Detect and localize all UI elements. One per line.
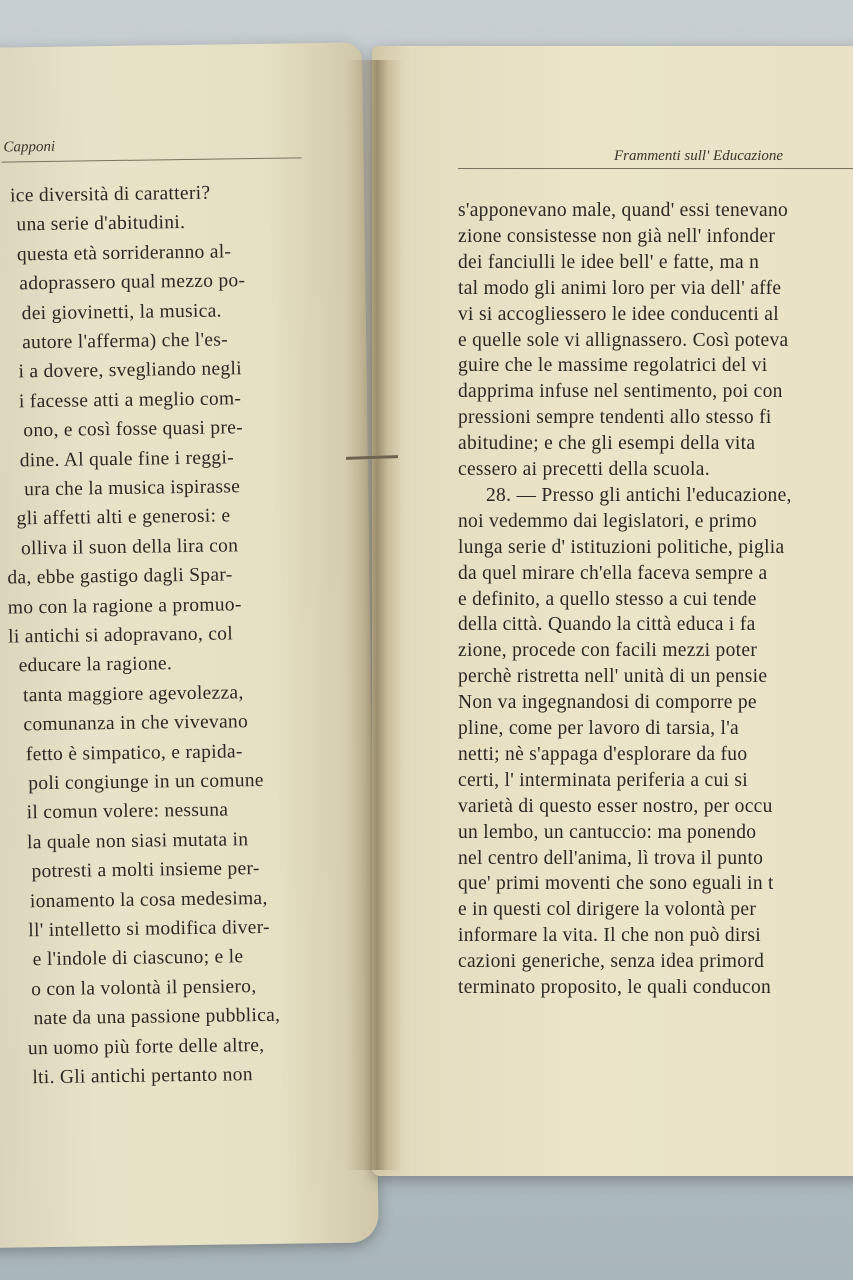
right-running-head: Frammenti sull' Educazione (614, 148, 784, 164)
left-page-text-line: li antichi si adopravano, col (8, 623, 234, 648)
left-page-text-line: un uomo più forte delle altre, (27, 1034, 265, 1059)
right-page-text-line: noi vedemmo dai legislatori, e primo (458, 510, 757, 532)
right-page-text-line: que' primi moventi che sono eguali in t (458, 873, 774, 895)
left-page-text-line: ura che la musica ispirasse (24, 476, 241, 501)
right-page-text-line: cessero ai precetti della scuola. (458, 459, 710, 480)
left-page-text-line: comunanza in che vivevano (23, 711, 249, 736)
right-page-text-line: netti; nè s'appaga d'esplorare da fuo (458, 743, 748, 765)
left-page-text-line: dei giovinetti, la musica. (21, 300, 222, 324)
right-page-text-line: varietà di questo esser nostro, per occu (458, 795, 773, 817)
right-page-text-line: Non va ingegnandosi di comporre pe (458, 692, 757, 714)
right-page-text-line: lunga serie d' istituzioni politiche, piglia (458, 536, 785, 558)
right-page-text-line: guire che le massime regolatrici del vi (458, 355, 768, 377)
left-page-text-line: mo con la ragione a promuo- (7, 593, 242, 619)
left-page-text-line: fetto è simpatico, e rapida- (25, 740, 243, 765)
right-page-text-line: e quelle sole vi allignassero. Così poteva (458, 329, 789, 351)
left-page-text-line: i a dovere, svegliando negli (18, 358, 243, 383)
left-page-text-line: una serie d'abitudini. (16, 212, 186, 236)
left-page-text-line: questa età sorrideranno al- (16, 241, 232, 266)
right-page-text-line: cazioni generiche, senza idea primord (458, 951, 765, 973)
left-page-text-line: e l'indole di ciascuno; e le (32, 946, 244, 971)
left-page-text-line: dine. Al quale fine i reggi- (19, 446, 235, 471)
right-page-text-line: zione consistesse non già nell' infonder (458, 225, 776, 247)
right-page-text-line: dei fanciulli le idee bell' e fatte, ma n (458, 251, 760, 273)
right-head-rule (458, 168, 853, 169)
right-page-text-line: e definito, a quello stesso a cui tende (458, 588, 757, 610)
left-page-text-line: il comun volere: nessuna (26, 799, 229, 824)
left-page-text-line: poli congiunge in un comune (28, 769, 264, 795)
left-page-text-line: da, ebbe gastigo dagli Spar- (7, 564, 233, 589)
right-page-text-line: certi, l' interminata periferia a cui si (458, 769, 749, 791)
right-page-text-line: pline, come per lavoro di tarsia, l'a (458, 718, 740, 739)
right-page-text-line: vi si accogliessero le idee conducenti al (458, 303, 779, 325)
right-page-text-line: perchè ristretta nell' unità di un pensie (458, 666, 768, 688)
right-page-text-line: dapprima infuse nel sentimento, poi con (458, 381, 783, 403)
left-page-text-line: olliva il suon della lira con (20, 535, 239, 560)
right-page-text-line: terminato proposito, le quali conducon (458, 977, 772, 998)
left-page-text-line: o con la volontà il pensiero, (31, 975, 257, 1001)
right-page-text-line: della città. Quando la città educa i fa (458, 614, 756, 636)
left-page-text-line: la quale non siasi mutata in (26, 828, 249, 854)
left-page-text-line: adoprassero qual mezzo po- (19, 270, 246, 295)
left-page-text-line: ll' intelletto si modifica diver- (28, 916, 271, 942)
right-page-text-line: zione, procede con facili mezzi poter (458, 640, 758, 662)
left-page-text-line: nate da una passione pubblica, (33, 1004, 281, 1030)
left-page-text-line: potresti a molti insieme per- (31, 858, 260, 883)
left-head-rule (2, 157, 302, 162)
right-page-text-line: un lembo, un cantuccio: ma ponendo (458, 821, 757, 843)
right-page-text-line: 28. — Presso gli antichi l'educazione, (486, 484, 792, 506)
right-page-text-line: s'apponevano male, quand' essi tenevano (458, 200, 789, 221)
left-page-text-line: autore l'afferma) che l'es- (21, 329, 229, 354)
right-page-text-line: abitudine; e che gli esempi della vita (458, 433, 756, 455)
left-page-text-line: lti. Gli antichi pertanto non (32, 1064, 253, 1089)
right-page-text-line: nel centro dell'anima, lì trova il punto (458, 847, 764, 869)
right-page-text-line: informare la vita. Il che non può dirsi (458, 925, 762, 947)
left-running-head: Capponi (3, 138, 56, 156)
right-page-text-line: e in questi col dirigere la volontà per (458, 899, 757, 921)
left-page (0, 43, 379, 1248)
left-page-text-line: ionamento la cosa medesima, (29, 887, 268, 912)
right-page (372, 46, 853, 1176)
left-page-text-line: tanta maggiore agevolezza, (22, 682, 244, 707)
right-page-text-line: tal modo gli animi loro per via dell' affe (458, 277, 782, 299)
right-page-text-line: da quel mirare ch'ella faceva sempre a (458, 562, 768, 584)
left-page-text-line: ono, e così fosse quasi pre- (23, 417, 244, 442)
left-page-text-line: i facesse atti a meglio com- (18, 388, 242, 413)
left-page-text-line: ice diversità di caratteri? (9, 182, 211, 207)
right-page-text-line: pressioni sempre tendenti allo stesso fi (458, 407, 772, 429)
left-page-text-line: gli affetti alti e generosi: e (16, 505, 231, 530)
left-page-text-line: educare la ragione. (18, 653, 173, 677)
